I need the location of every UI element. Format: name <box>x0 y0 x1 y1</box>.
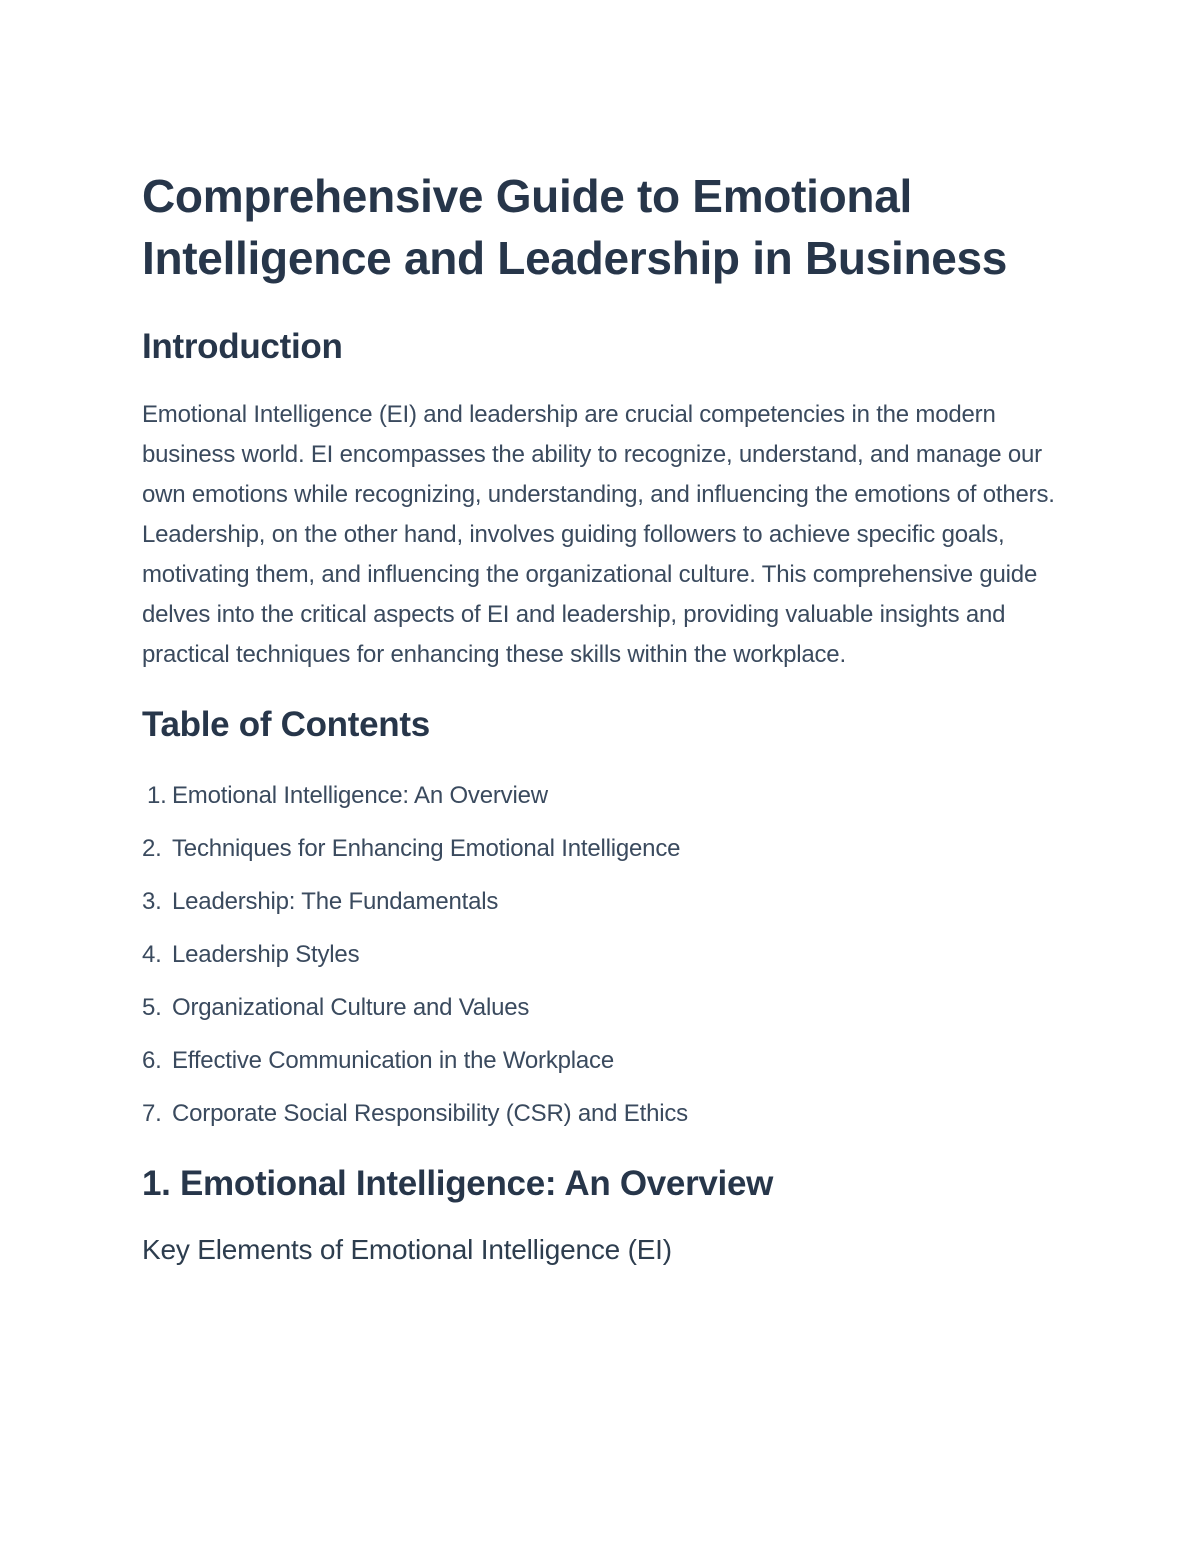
toc-item-number: 5. <box>142 994 162 1021</box>
toc-heading: Table of Contents <box>142 705 430 744</box>
toc-item-label: Organizational Culture and Values <box>172 994 530 1021</box>
toc-item <box>142 1087 1062 1140</box>
toc-item-number: 7. <box>142 1100 162 1127</box>
toc-item-label: Effective Communication in the Workplace <box>172 1047 614 1074</box>
document-title: Comprehensive Guide to Emotional Intelligence and Leadership in Business <box>142 170 1008 284</box>
toc-item <box>142 875 1062 928</box>
toc-item-number: 3. <box>142 888 162 915</box>
toc-item-number: 2. <box>142 835 162 862</box>
toc-item-label: Techniques for Enhancing Emotional Intelligence <box>172 835 681 862</box>
toc-item-label: Leadership: The Fundamentals <box>172 888 499 915</box>
introduction-heading: Introduction <box>142 327 343 366</box>
toc-item-number: 6. <box>142 1047 162 1074</box>
toc-item <box>142 769 1062 822</box>
toc-item-number: 1. <box>147 782 167 809</box>
toc-item <box>142 1034 1062 1087</box>
introduction-paragraph: Emotional Intelligence (EI) and leadership are crucial competencies in the modern business world. EI encompasses the ability to recognize, understand, and manage our own emotions while recognizing, understanding, and influencing the emotions of others. Leadership, on the other hand, involves guiding followers to achieve specific goals, motivating them, and influencing the organizational culture. This comprehensive guide delves into the critical aspects of EI and leadership, providing valuable insights and practical techniques for enhancing these skills within the workplace. <box>142 401 1055 668</box>
toc-item <box>142 981 1062 1034</box>
toc-list <box>142 769 1062 1140</box>
toc-item-label: Leadership Styles <box>172 941 360 968</box>
toc-item-label: Emotional Intelligence: An Overview <box>172 782 548 809</box>
toc-item-number: 4. <box>142 941 162 968</box>
section-subheading: Key Elements of Emotional Intelligence (EI) <box>142 1234 672 1265</box>
document-page <box>142 165 1062 1270</box>
toc-item <box>142 928 1062 981</box>
toc-item-label: Corporate Social Responsibility (CSR) and Ethics <box>172 1100 688 1127</box>
toc-item <box>142 822 1062 875</box>
section-heading: 1. Emotional Intelligence: An Overview <box>142 1164 774 1203</box>
